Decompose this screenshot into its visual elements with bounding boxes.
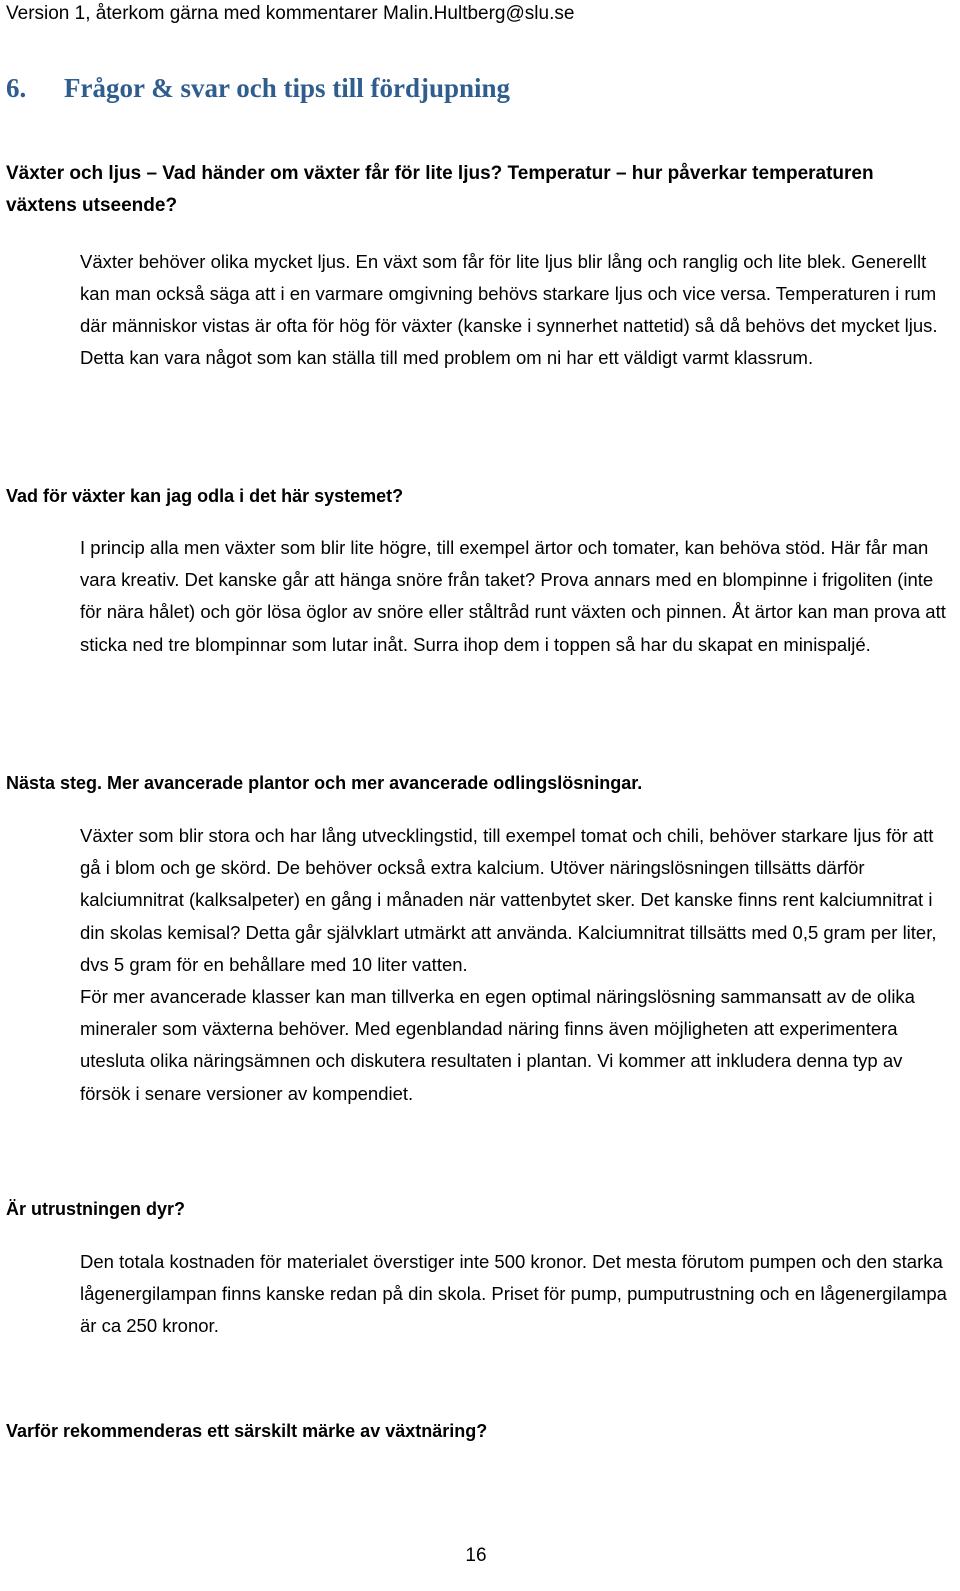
answer-block [80,1246,948,1343]
question-heading: Är utrustningen dyr? [6,1199,185,1219]
answer-paragraph: I princip alla men växter som blir lite högre, till exempel ärtor och tomater, kan behöva stöd. Här får man vara kreativ. Det kanske går att hänga snöre från taket? Prova annars med en blompinne i frigoliten (inte för nära hålet) och gör lösa öglor av snöre eller ståltråd runt växten och pinnen. Åt ärtor kan man prova att sticka ned tre blompinnar som lutar inåt. Surra ihop dem i toppen så har du skapat en minispaljé. [80,537,946,655]
answer-block [80,532,948,661]
section-heading [6,70,960,106]
answer-block [80,820,948,1110]
question-heading: Nästa steg. Mer avancerade plantor och mer avancerade odlingslösningar. [6,773,643,793]
answer-paragraph: Växter behöver olika mycket ljus. En växt som får för lite ljus blir lång och ranglig och lite blek. Generellt kan man också säga att i en varmare omgivning behövs starkare ljus och vice versa. Temperaturen i rum där människor vistas är ofta för hög för växter (kanske i synnerhet nattetid) så då behövs det mycket ljus. Detta kan vara något som kan ställa till med problem om ni har ett väldigt varmt klassrum. [80,251,938,368]
page-number: 16 [465,1545,487,1566]
question-heading: Varför rekommenderas ett särskilt märke av växtnäring? [6,1421,488,1441]
question-heading: Vad för växter kan jag odla i det här systemet? [6,486,404,506]
section-number: 6. [6,73,27,103]
page-header: Version 1, återkom gärna med kommentarer Malin.Hultberg@slu.se [6,3,575,24]
answer-paragraph: Växter som blir stora och har lång utvecklingstid, till exempel tomat och chili, behöver starkare ljus för att gå i blom och ge skörd. De behöver också extra kalcium. Utöver näringslösningen tillsätts därför kalciumnitrat (kalksalpeter) en gång i månaden när vattenbytet sker. Det kanske finns rent kalciumnitrat i din skolas kemisal? Detta går självklart utmärkt att använda. Kalciumnitrat tillsätts med 0,5 gram per liter, dvs 5 gram för en behållare med 10 liter vatten. [80,825,937,975]
answer-paragraph: Den totala kostnaden för materialet överstiger inte 500 kronor. Det mesta förutom pumpen och den starka lågenergilampan finns kanske redan på din skola. Priset för pump, pumputrustning och en lågenergilampa är ca 250 kronor. [80,1251,947,1337]
section-title: Frågor & svar och tips till fördjupning [64,73,511,103]
answer-paragraph: För mer avancerade klasser kan man tillverka en egen optimal näringslösning sammansatt av de olika mineraler som växterna behöver. Med egenblandad näring finns även möjligheten att experimentera utesluta olika näringsämnen och diskutera resultaten i plantan. Vi kommer att inkludera denna typ av försök i senare versioner av kompendiet. [80,986,915,1104]
question-heading: Växter och ljus – Vad händer om växter får för lite ljus? Temperatur – hur påverkar temperaturen växtens utseende? [6,163,874,216]
answer-block [80,246,948,374]
